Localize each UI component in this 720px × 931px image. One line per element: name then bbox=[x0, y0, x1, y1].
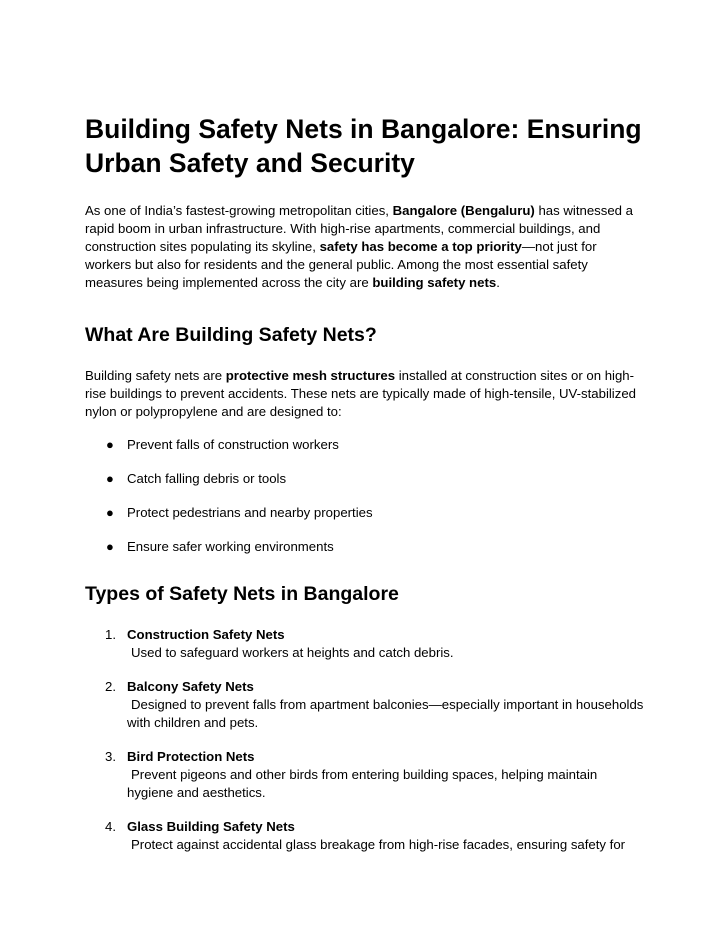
bullet-icon: ● bbox=[106, 505, 114, 520]
list-item-text: Catch falling debris or tools bbox=[127, 471, 287, 486]
bullet-icon: ● bbox=[106, 539, 114, 554]
list-item-text: Ensure safer working environments bbox=[127, 539, 334, 554]
item-number: 2. bbox=[105, 679, 116, 694]
bullet-icon: ● bbox=[106, 437, 114, 452]
types-list bbox=[85, 626, 645, 854]
item-description: Designed to prevent falls from apartment balconies—especially important in households with children and pets. bbox=[127, 697, 644, 730]
numbered-item bbox=[85, 678, 645, 732]
section-heading-types: Types of Safety Nets in Bangalore bbox=[85, 583, 399, 605]
item-number: 3. bbox=[105, 749, 116, 764]
list-item bbox=[85, 504, 645, 522]
list-item bbox=[85, 470, 645, 488]
numbered-item bbox=[85, 818, 645, 854]
definition-bold: protective mesh structures bbox=[225, 368, 396, 383]
intro-text-4: . bbox=[496, 275, 500, 290]
item-title: Construction Safety Nets bbox=[127, 627, 285, 642]
item-description: Used to safeguard workers at heights and catch debris. bbox=[131, 645, 454, 660]
intro-text-2: has witnessed a rapid boom in urban infrastructure. With high-rise apartments, commercial buildings, and construction sites populating its skyline, bbox=[85, 203, 634, 254]
intro-text-1: As one of India’s fastest-growing metropolitan cities, bbox=[85, 203, 393, 218]
item-title: Glass Building Safety Nets bbox=[127, 819, 295, 834]
intro-text-3: —not just for workers but also for residents and the general public. Among the most essential safety measures being implemented across the city are bbox=[85, 239, 597, 290]
list-item-text: Prevent falls of construction workers bbox=[127, 437, 339, 452]
intro-bold-2: safety has become a top priority bbox=[319, 239, 522, 254]
definition-text-1: Building safety nets are bbox=[85, 368, 226, 383]
page-title: Building Safety Nets in Bangalore: Ensuring Urban Safety and Security bbox=[85, 114, 642, 178]
definition-text-2: installed at construction sites or on high-rise buildings to prevent accidents. These nets are typically made of high-tensile, UV-stabilized nylon or polypropylene and are designed to: bbox=[85, 368, 636, 419]
document-page bbox=[85, 112, 645, 854]
list-item-text: Protect pedestrians and nearby properties bbox=[127, 505, 373, 520]
numbered-item bbox=[85, 626, 645, 662]
intro-bold-3: building safety nets bbox=[372, 275, 497, 290]
numbered-item bbox=[85, 748, 645, 802]
definition-paragraph bbox=[85, 367, 645, 421]
item-description: Prevent pigeons and other birds from entering building spaces, helping maintain hygiene and aesthetics. bbox=[127, 767, 598, 800]
intro-paragraph bbox=[85, 202, 645, 292]
item-number: 4. bbox=[105, 819, 116, 834]
list-item bbox=[85, 436, 645, 454]
item-title: Balcony Safety Nets bbox=[127, 679, 254, 694]
item-title: Bird Protection Nets bbox=[127, 749, 255, 764]
intro-bold-1: Bangalore (Bengaluru) bbox=[392, 203, 535, 218]
purpose-list bbox=[85, 436, 645, 556]
item-number: 1. bbox=[105, 627, 116, 642]
item-description: Protect against accidental glass breakage from high-rise facades, ensuring safety for bbox=[131, 837, 626, 852]
bullet-icon: ● bbox=[106, 471, 114, 486]
list-item bbox=[85, 538, 645, 556]
section-heading-what-are: What Are Building Safety Nets? bbox=[85, 324, 377, 346]
